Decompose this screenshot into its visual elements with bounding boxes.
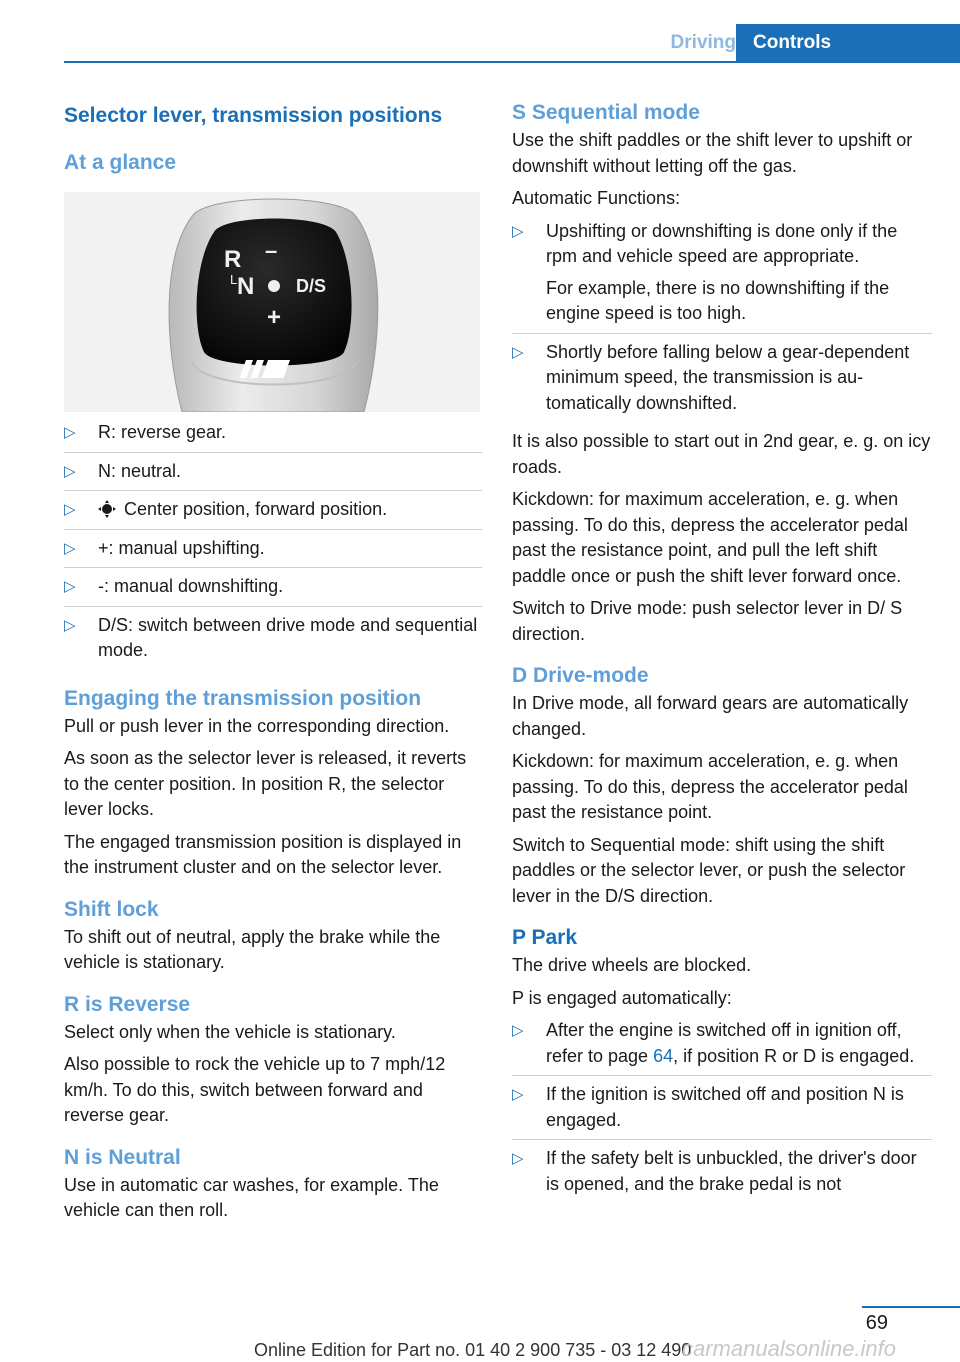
header-tab-driving: Driving [670,32,736,53]
knob-label-minus: – [265,238,278,263]
bullet-icon: ▷ [64,424,76,441]
paragraph: As soon as the selector lever is released, it reverts to the center position. In position R, the selector lever locks. [64,748,467,819]
paragraph: The drive wheels are blocked. [512,955,752,975]
left-column [64,98,482,1231]
list-item: ▷ N: neutral. [64,459,482,492]
neutral-heading: N is Neutral [64,1145,181,1169]
paragraph: Switch to Sequential mode: shift using the shift paddles or the selector lever, or push the selector lever in the D/S direction. [512,834,906,906]
paragraph: Switch to Drive mode: push selector lever in D/ S direction. [512,598,903,644]
paragraph: Kickdown: for maximum acceleration, e. g. when passing. To do this, depress the accelerator pedal past the resistance point, and pull the left shift paddle once or push the shift lever forward once. [512,489,908,586]
knob-label-n: N [237,273,255,300]
list-item: ▷ Center position, forward position. [64,497,482,530]
bullet-icon: ▷ [64,539,76,557]
list-item: ▷ Shortly before falling below a gear-dependent minimum speed, the transmission is automatically downshifted. [512,341,910,413]
list-item: ▷ D/S: switch between drive mode and sequential mode. [64,614,478,660]
paragraph: Use in automatic car washes, for example. The vehicle can then roll. [64,1174,439,1220]
paragraph: Automatic Functions: [512,188,681,208]
knob-label-l: L [230,272,238,287]
bullet-icon: ▷ [512,1022,524,1039]
list-item: ▷ Upshifting or downshifting is done only if the rpm and vehicle speed are appropriate. For example, there is no downshifting if the engine speed is too high. [512,219,932,334]
watermark: carmanualsonline.info [682,1336,897,1361]
header-tab-controls: Controls [736,24,960,61]
at-a-glance-heading: At a glance [64,151,177,174]
knob-label-plus: + [267,304,282,331]
paragraph: Also possible to rock the vehicle up to 7 mph/12 km/h. To do this, switch between forward and reverse gear. [64,1054,446,1125]
paragraph: In Drive mode, all forward gears are automatically changed. [512,693,909,739]
knob-label-ds: D/S [296,276,327,296]
reverse-heading: R is Reverse [64,992,191,1016]
paragraph: Kickdown: for maximum acceleration, e. g. when passing. To do this, depress the accelerator pedal past the resistance point. [512,751,908,822]
paragraph: To shift out of neutral, apply the brake while the vehicle is stationary. [64,926,441,972]
section-title: Selector lever, transmission positions [64,104,443,127]
header-rule [64,61,960,63]
center-position-icon [98,500,116,518]
bullet-icon: ▷ [512,222,524,240]
knob-label-r: R [224,246,242,273]
center-position-icon [268,280,280,292]
bullet-icon: ▷ [64,462,76,480]
bullet-icon: ▷ [64,616,76,634]
paragraph: Use the shift paddles or the shift lever to upshift or downshift without letting off the gas. [512,130,913,176]
selector-lever-illustration [64,192,480,412]
park-conditions-list [512,1018,932,1203]
position-legend-list [64,420,482,670]
list-item: ▷ +: manual upshifting. [64,536,482,569]
park-heading: P Park [512,926,577,949]
paragraph: It is also possible to start out in 2nd gear, e. g. on icy roads. [512,431,931,477]
list-item: ▷ R: reverse gear. [64,420,482,453]
sequential-heading: S Sequential mode [512,101,700,124]
footer-rule [862,1306,960,1308]
paragraph: Pull or push lever in the corresponding direction. [64,715,450,736]
paragraph: Select only when the vehicle is stationary. [64,1021,396,1042]
engaging-heading: Engaging the transmission position [64,686,422,710]
list-item: ▷ If the safety belt is unbuckled, the driver's door is opened, and the brake pedal is not [512,1148,917,1194]
bullet-icon: ▷ [64,578,76,595]
bullet-icon: ▷ [512,343,524,361]
shift-lock-heading: Shift lock [64,897,159,921]
bullet-icon: ▷ [512,1150,524,1167]
list-item: ▷ After the engine is switched off in ignition off, refer to page 64, if position R or D is engaged. [512,1018,932,1076]
paragraph: P is engaged automatically: [512,987,732,1008]
page-reference-link[interactable]: 64 [653,1045,674,1066]
paragraph: The engaged transmission position is displayed in the instrument cluster and on the selector lever. [64,831,462,877]
list-item: ▷ If the ignition is switched off and position N is engaged. [512,1082,932,1140]
edition-note: Online Edition for Part no. 01 40 2 900 735 - 03 12 490 [254,1340,692,1360]
right-column [512,98,932,1210]
page-number: 69 [865,1312,888,1334]
automatic-functions-list [512,219,932,423]
bullet-icon: ▷ [64,501,76,518]
bullet-icon: ▷ [512,1086,524,1103]
drive-heading: D Drive-mode [512,664,649,687]
list-item: ▷ -: manual downshifting. [64,574,482,607]
